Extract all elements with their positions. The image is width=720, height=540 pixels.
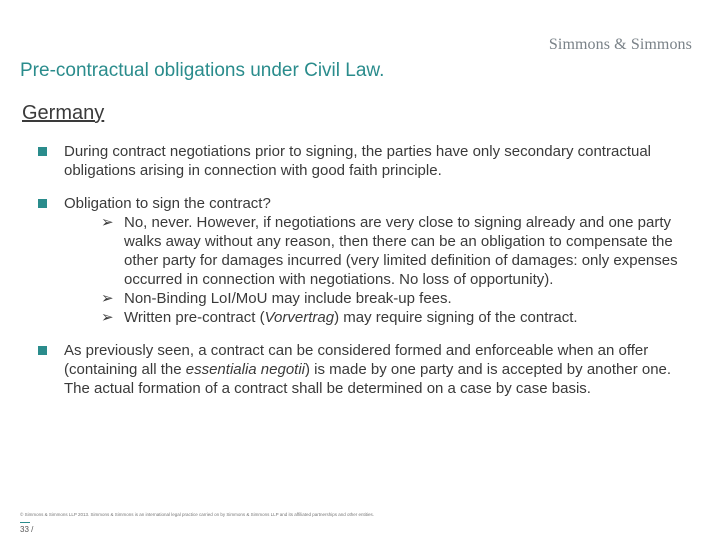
sub-bullet-text-post: ) may require signing of the contract. bbox=[334, 309, 578, 326]
footer-rule bbox=[20, 522, 30, 523]
bullet-item bbox=[38, 341, 678, 398]
page-number: 33 / bbox=[20, 525, 34, 534]
bullet-text: Obligation to sign the contract? bbox=[64, 195, 271, 212]
sub-bullet-list bbox=[64, 213, 678, 327]
sub-bullet-item bbox=[64, 289, 678, 308]
square-bullet-icon bbox=[38, 199, 47, 208]
firm-logo: Simmons & Simmons bbox=[548, 36, 692, 53]
bullet-text-post: ) is made by one party and is accepted by another one. The actual formation of a contract shall be determined on a case by case basis. bbox=[64, 361, 672, 397]
sub-bullet-text-pre: Written pre-contract ( bbox=[124, 309, 265, 326]
bullet-emphasis: essentialia negotii bbox=[185, 361, 305, 378]
bullet-item bbox=[38, 194, 678, 327]
sub-bullet-item bbox=[64, 213, 678, 289]
sub-bullet-emphasis: Vorvertrag bbox=[264, 309, 335, 326]
arrow-bullet-icon: ➢ bbox=[101, 214, 114, 231]
bullet-list bbox=[38, 142, 678, 412]
sub-bullet-text: No, never. However, if negotiations are very close to signing already and one party walks away without any reason, then there can be an obligation to compensate the other party for damages incurred (very limited definition of damages: only expenses occurred in connection with negotiations. No loss of opportunity). bbox=[124, 214, 678, 288]
sub-bullet-text: Non-Binding LoI/MoU may include break-up fees. bbox=[124, 290, 452, 307]
bullet-text-pre: As previously seen, a contract can be considered formed and enforceable when an offer (containing all the bbox=[64, 342, 649, 378]
sub-bullet-item bbox=[64, 308, 678, 327]
square-bullet-icon bbox=[38, 346, 47, 355]
slide-title: Pre-contractual obligations under Civil Law. bbox=[20, 60, 385, 81]
arrow-bullet-icon: ➢ bbox=[101, 290, 114, 307]
copyright-footer: © Simmons & Simmons LLP 2013. Simmons & Simmons is an international legal practice carried on by Simmons & Simmons LLP and its affiliated partnerships and other entities. bbox=[20, 512, 374, 517]
square-bullet-icon bbox=[38, 147, 47, 156]
arrow-bullet-icon: ➢ bbox=[101, 309, 114, 326]
section-heading: Germany bbox=[22, 102, 105, 124]
bullet-item bbox=[38, 142, 678, 180]
bullet-text: During contract negotiations prior to signing, the parties have only secondary contractual obligations arising in connection with good faith principle. bbox=[64, 143, 651, 179]
